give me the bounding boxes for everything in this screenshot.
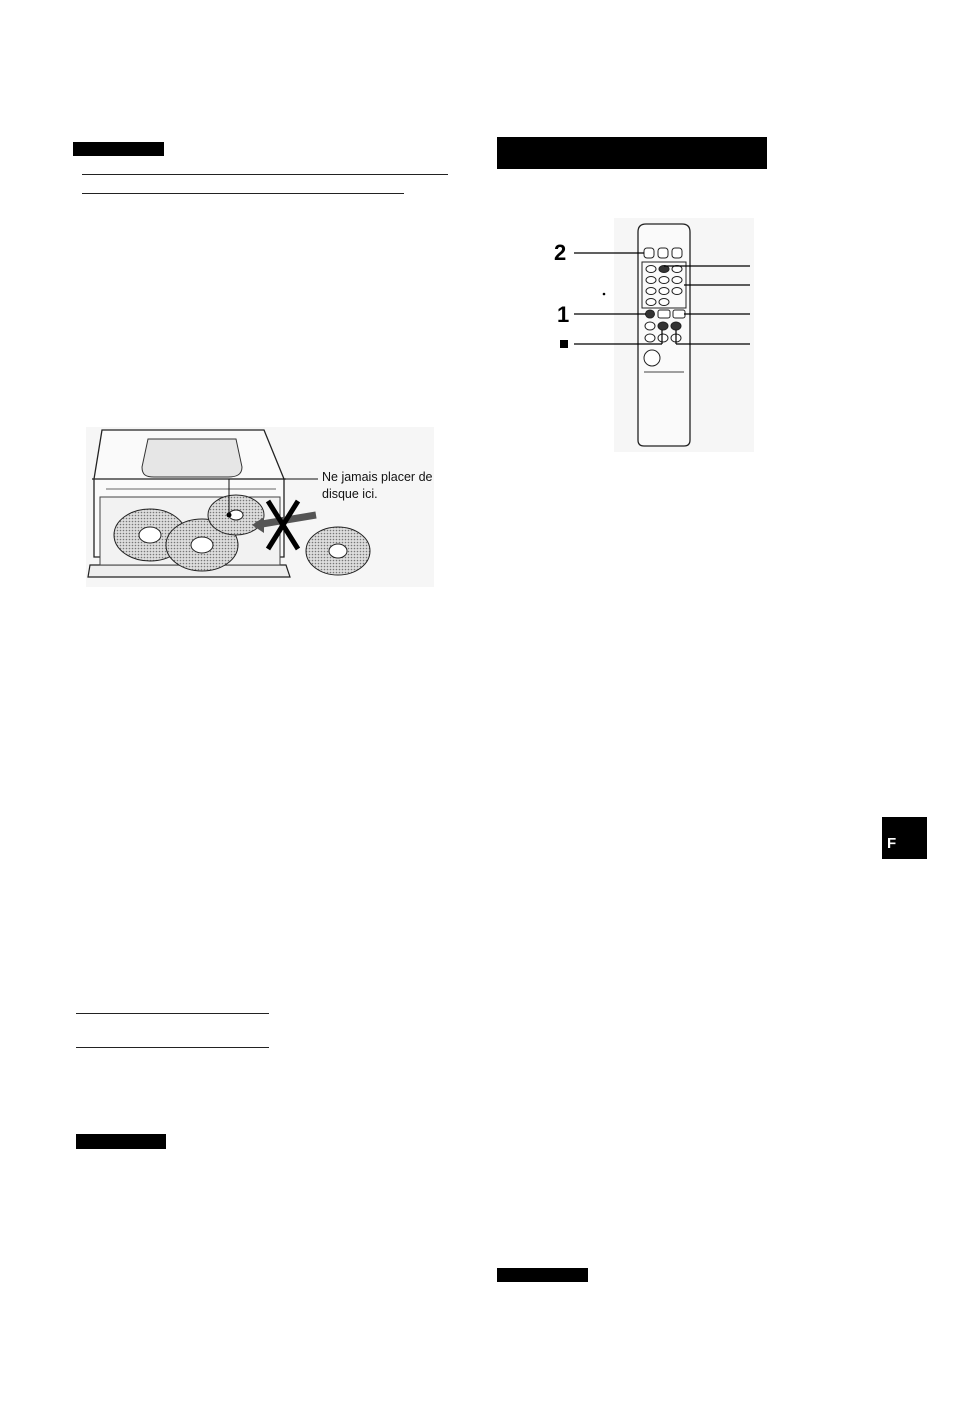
section-heading-bar-bottom-left <box>76 1134 166 1149</box>
heading-rule <box>82 193 404 194</box>
section-rule <box>76 1047 269 1048</box>
heading-rule <box>82 174 448 175</box>
callout-line-1: Ne jamais placer de <box>322 470 433 484</box>
remote-control-illustration <box>554 218 754 452</box>
section-heading-bar-top-right <box>497 137 767 169</box>
section-rule <box>76 1013 269 1014</box>
stop-icon <box>560 340 568 348</box>
callout-line-2: disque ici. <box>322 487 378 501</box>
section-heading-bar-bottom-right <box>497 1268 588 1282</box>
callout-number-2: 2 <box>554 240 567 265</box>
callout-text <box>322 469 432 503</box>
callout-number-1: 1 <box>557 302 570 327</box>
section-heading-bar-top-left <box>73 142 164 156</box>
remote-control-drawing <box>554 218 754 452</box>
language-tab: F <box>882 817 927 859</box>
cd-changer-illustration <box>86 427 434 587</box>
cd-changer-drawing <box>86 427 434 587</box>
